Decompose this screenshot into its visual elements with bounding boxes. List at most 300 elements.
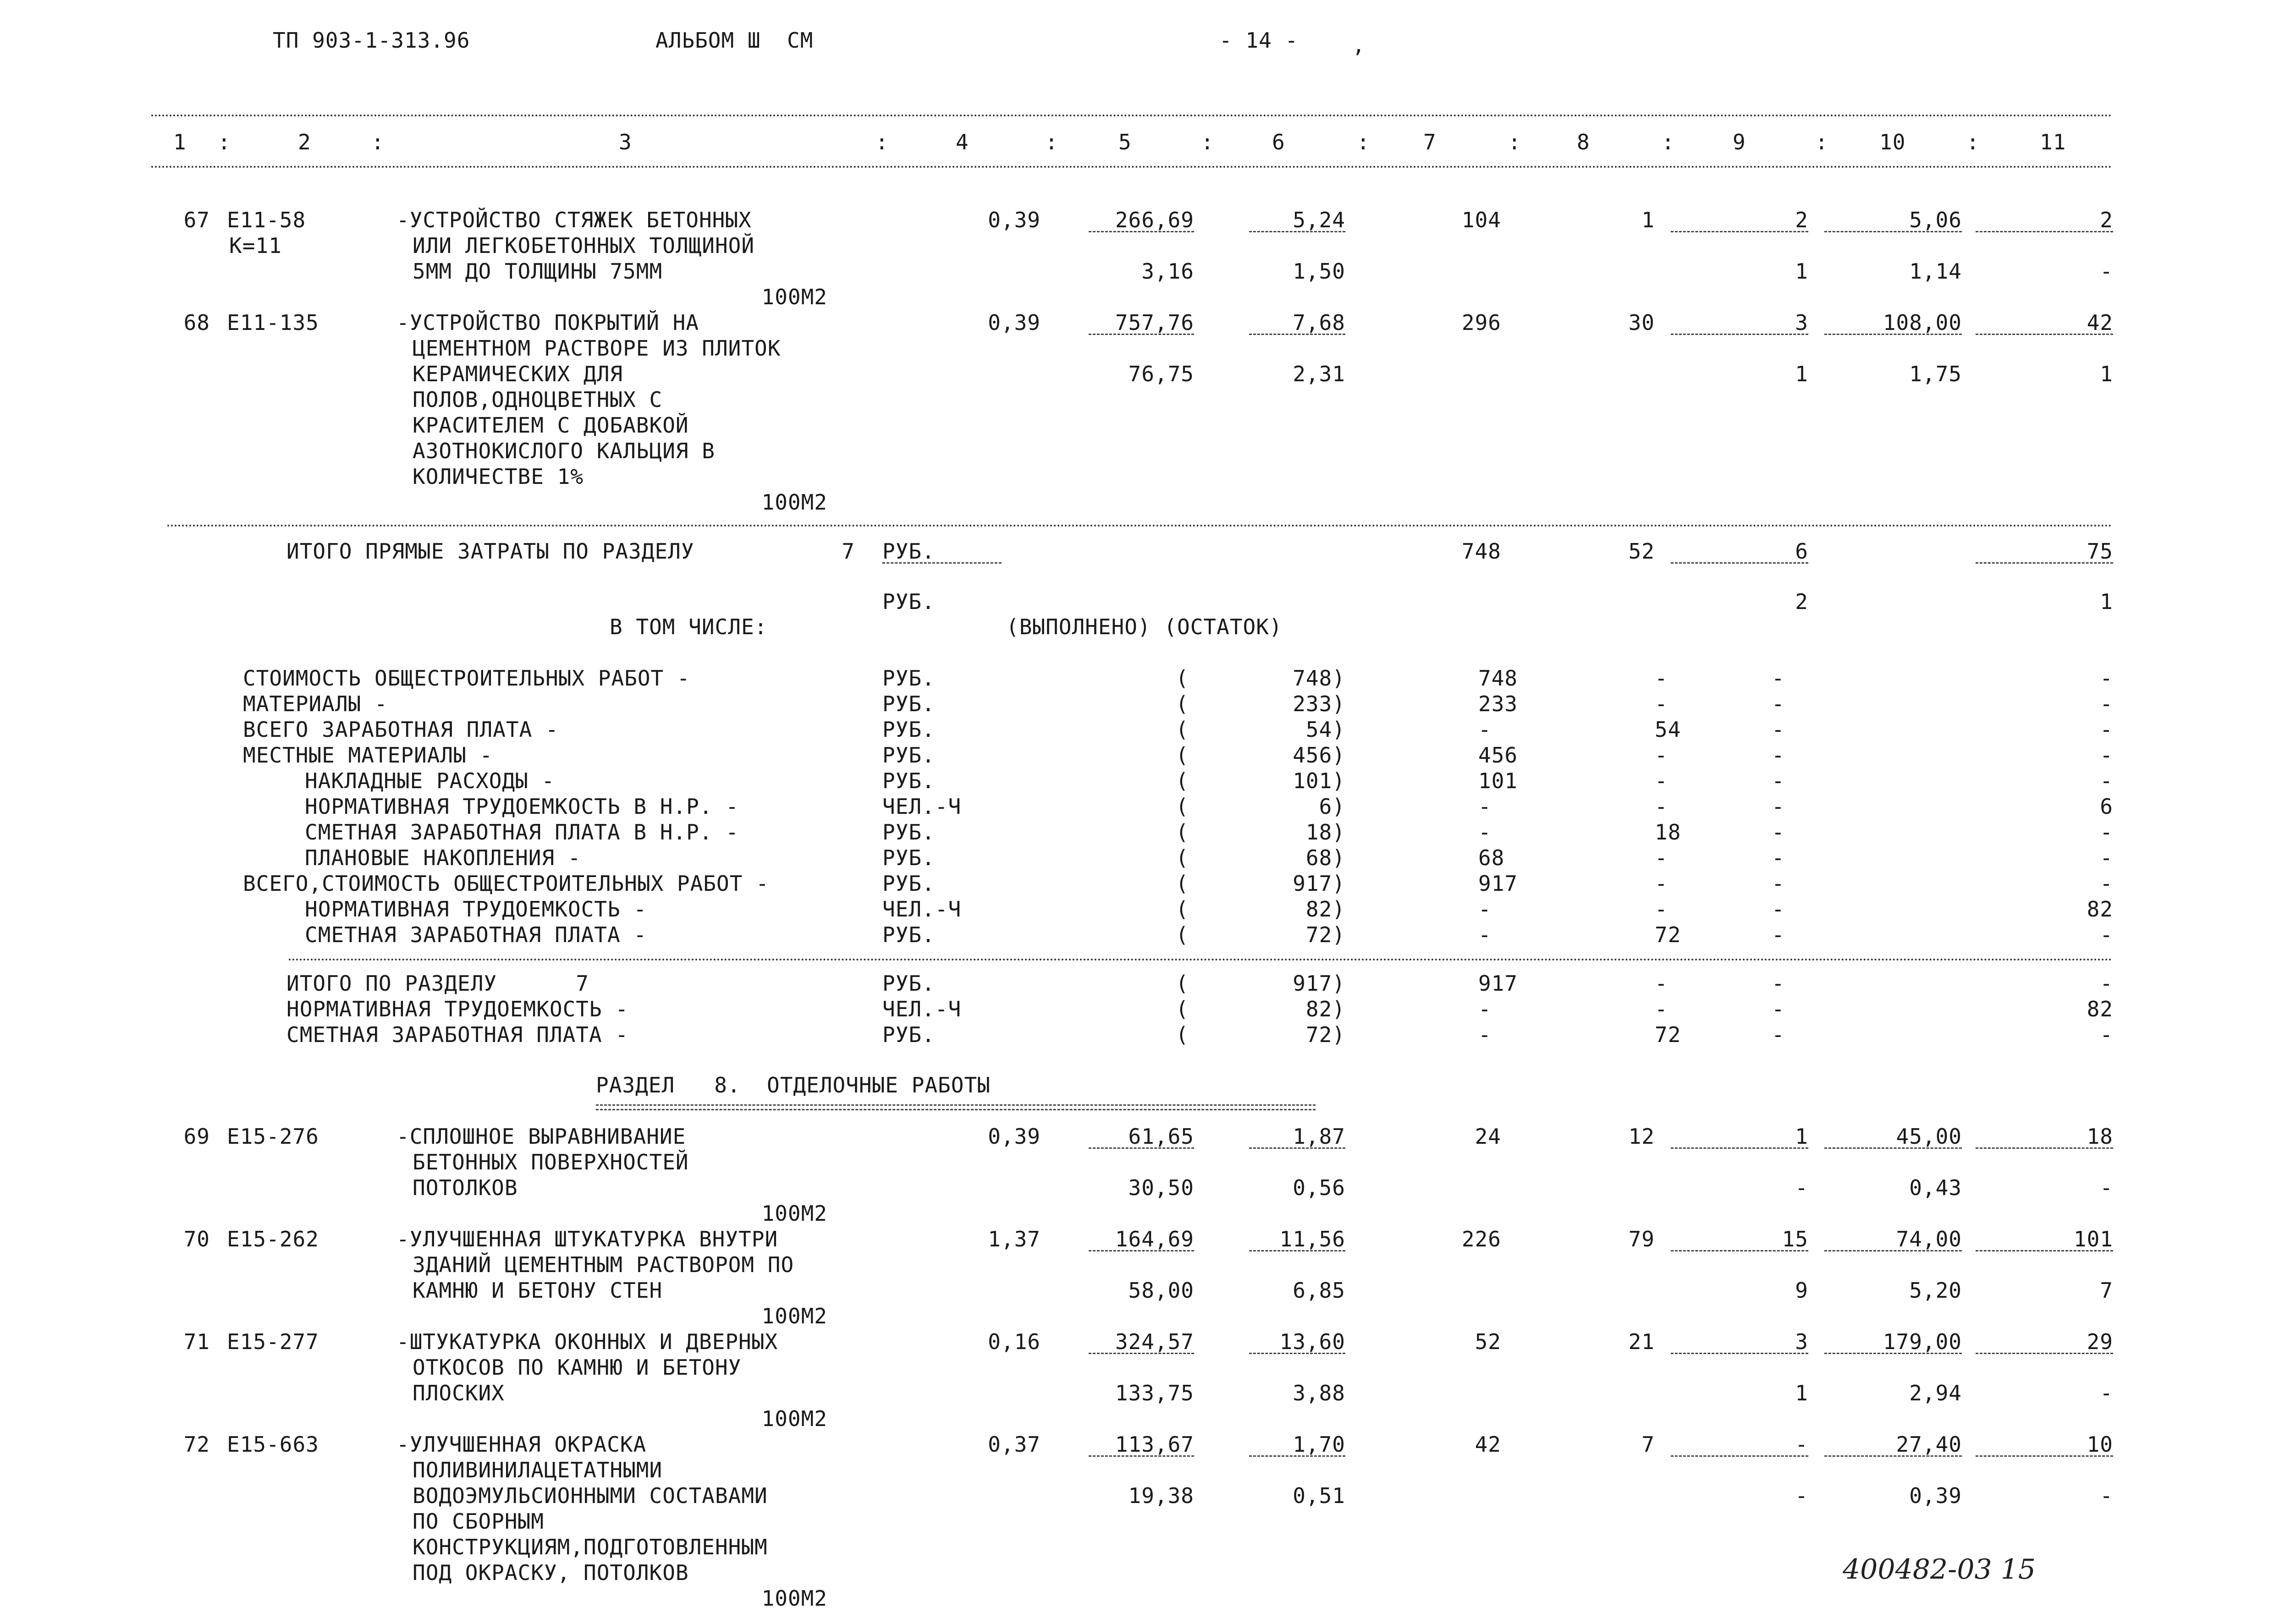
column-separator: : [1508,130,1521,154]
breakdown-c7: 748 [1478,666,1518,691]
breakdown-c11: - [2100,768,2113,793]
breakdown-label: СТОИМОСТЬ ОБЩЕСТРОИТЕЛЬНЫХ РАБОТ - [243,666,690,691]
item-description-line: ПОТОЛКОВ [413,1175,518,1200]
header-mark: , [1352,33,1366,57]
item-c5b: 19,38 [1128,1483,1194,1508]
item-c7: 226 [1461,1227,1501,1251]
item-c5b: 58,00 [1128,1278,1194,1303]
open-paren: ( [1176,845,1189,870]
breakdown-c8: - [1655,897,1668,922]
item-number: 70 [183,1227,210,1251]
breakdown-c9: - [1772,743,1785,768]
item-number: 68 [183,310,210,335]
breakdown-unit: РУБ. [882,666,935,691]
open-paren: ( [1176,768,1189,793]
item-code: Е15-277 [227,1329,319,1354]
breakdown-label: МАТЕРИАЛЫ - [243,691,388,716]
breakdown-value: 54) [1305,717,1345,742]
item-description-line: ПЛОСКИХ [413,1381,505,1405]
item-c6b: 2,31 [1293,362,1345,386]
open-paren: ( [1176,997,1189,1021]
item-unit: 100М2 [761,490,827,515]
item-c10b: 1,75 [1909,362,1962,386]
doc-code: ТП 903-1-313.96 [273,28,470,53]
value-underline [1671,1250,1808,1251]
item-c10b: 5,20 [1909,1278,1962,1303]
item-description-line: ОТКОСОВ ПО КАМНЮ И БЕТОНУ [413,1355,742,1380]
item-description-line: КОНСТРУКЦИЯМ,ПОДГОТОВЛЕННЫМ [413,1535,768,1559]
total-direct-unit-2: РУБ. [882,589,935,614]
section-total-c9: - [1772,1022,1785,1047]
item-description-line: -СПЛОШНОЕ ВЫРАВНИВАНИЕ [396,1124,686,1149]
breakdown-unit: РУБ. [882,871,935,896]
item-c6: 5,24 [1293,208,1345,232]
album-label: АЛЬБОМ Ш СМ [655,28,814,53]
item-c9b: 9 [1795,1278,1808,1303]
breakdown-label: ВСЕГО,СТОИМОСТЬ ОБЩЕСТРОИТЕЛЬНЫХ РАБОТ - [243,871,769,896]
breakdown-value: 748) [1293,666,1345,691]
value-underline [882,562,1002,564]
item-c10: 74,00 [1896,1227,1962,1251]
value-underline [1824,1250,1962,1251]
breakdown-unit: РУБ. [882,691,935,716]
item-c11b: 1 [2100,362,2113,386]
item-c9: 15 [1782,1227,1808,1251]
breakdown-c11: - [2100,717,2113,742]
breakdown-c7: - [1478,794,1492,819]
breakdown-unit: РУБ. [882,820,935,845]
breakdown-c7: 101 [1478,768,1518,793]
breakdown-c7: 456 [1478,743,1518,768]
value-underline [1249,334,1345,335]
item-c11: 2 [2100,208,2113,232]
item-c4: 0,39 [988,1124,1041,1149]
item-number: 72 [183,1432,210,1457]
item-c7: 52 [1475,1329,1501,1354]
value-underline [1089,1250,1194,1251]
item-c6b: 0,56 [1293,1175,1345,1200]
breakdown-c11: 82 [2087,897,2113,922]
section-total-label: ИТОГО ПО РАЗДЕЛУ 7 [286,971,589,996]
section-total-value: 82) [1305,997,1345,1021]
breakdown-c9: - [1772,845,1785,870]
breakdown-c11: - [2100,820,2113,845]
breakdown-value: 72) [1305,922,1345,947]
item-unit: 100М2 [761,285,827,309]
item-c4: 0,39 [988,208,1041,232]
breakdown-c9: - [1772,691,1785,716]
item-description-line: -УСТРОЙСТВО ПОКРЫТИЙ НА [396,310,699,335]
breakdown-c8: - [1655,743,1668,768]
value-underline [1976,1147,2113,1149]
item-c5: 164,69 [1115,1227,1194,1251]
value-underline [1089,1147,1194,1149]
value-underline [1249,1250,1345,1251]
breakdown-unit: РУБ. [882,768,935,793]
column-header-8: 8 [1577,130,1590,154]
column-header-6: 6 [1272,130,1285,154]
item-c6: 1,70 [1293,1432,1345,1457]
total-direct-c9: 6 [1795,539,1808,564]
item-c11b: - [2100,259,2113,284]
item-c10: 5,06 [1909,208,1962,232]
breakdown-c8: - [1655,666,1668,691]
breakdown-c7: 68 [1478,845,1505,870]
value-underline [1824,1455,1962,1457]
breakdown-c8: - [1655,691,1668,716]
item-c11: 42 [2087,310,2113,335]
section-total-c8: - [1655,997,1668,1021]
section-total-c7: 917 [1478,971,1518,996]
item-description-line: ИЛИ ЛЕГКОБЕТОННЫХ ТОЛЩИНОЙ [413,233,755,258]
handwritten-note: 400482-03 15 [1843,1553,2036,1586]
breakdown-c9: - [1772,820,1785,845]
column-separator: : [371,130,385,154]
section-total-c9: - [1772,997,1785,1021]
open-paren: ( [1176,794,1189,819]
breakdown-c9: - [1772,897,1785,922]
page-number: - 14 - [1219,28,1299,53]
breakdown-c8: - [1655,794,1668,819]
item-c7: 104 [1461,208,1501,232]
breakdown-c9: - [1772,768,1785,793]
item-description-line: ПОЛОВ,ОДНОЦВЕТНЫХ С [413,387,663,412]
value-underline [1976,1353,2113,1354]
item-c10b: 0,39 [1909,1483,1962,1508]
column-separator: : [218,130,231,154]
breakdown-c9: - [1772,717,1785,742]
item-c4: 0,16 [988,1329,1041,1354]
section-total-label: СМЕТНАЯ ЗАРАБОТНАЯ ПЛАТА - [286,1022,629,1047]
breakdown-unit: ЧЕЛ.-Ч [882,897,962,922]
breakdown-c11: - [2100,845,2113,870]
open-paren: ( [1176,922,1189,947]
item-description-line: КАМНЮ И БЕТОНУ СТЕН [413,1278,663,1303]
value-underline [1089,1455,1194,1457]
item-c4: 0,37 [988,1432,1041,1457]
breakdown-unit: РУБ. [882,717,935,742]
breakdown-value: 917) [1293,871,1345,896]
item-c8: 30 [1628,310,1655,335]
breakdown-c8: - [1655,768,1668,793]
item-c10: 179,00 [1883,1329,1962,1354]
item-c9: 3 [1795,1329,1808,1354]
section-total-c11: - [2100,1022,2113,1047]
item-c10: 45,00 [1896,1124,1962,1149]
item-c11: 101 [2073,1227,2113,1251]
column-separator: : [1045,130,1058,154]
item-c10: 27,40 [1896,1432,1962,1457]
section-rule [167,525,2113,527]
heading-underline [596,1104,1316,1106]
breakdown-c8: 72 [1655,922,1681,947]
breakdown-c7: - [1478,717,1492,742]
item-c11b: 7 [2100,1278,2113,1303]
item-description-line: -УЛУЧШЕННАЯ ОКРАСКА [396,1432,647,1457]
breakdown-label: ПЛАНОВЫЕ НАКОПЛЕНИЯ - [305,845,581,870]
item-number: 67 [183,208,210,232]
value-underline [1824,1353,1962,1354]
item-c8: 79 [1628,1227,1655,1251]
section-total-c8: - [1655,971,1668,996]
section-total-unit: ЧЕЛ.-Ч [882,997,962,1021]
value-underline [1976,334,2113,335]
total-direct-c8: 52 [1628,539,1655,564]
breakdown-unit: РУБ. [882,922,935,947]
value-underline [1824,1147,1962,1149]
value-underline [1671,1455,1808,1457]
section-total-c9: - [1772,971,1785,996]
item-c5: 757,76 [1115,310,1194,335]
breakdown-c7: - [1478,922,1492,947]
item-code: Е15-663 [227,1432,319,1457]
value-underline [1976,562,2113,564]
item-code: Е15-276 [227,1124,319,1149]
open-paren: ( [1176,971,1189,996]
breakdown-c11: - [2100,922,2113,947]
breakdown-c9: - [1772,922,1785,947]
breakdown-c11: - [2100,871,2113,896]
open-paren: ( [1176,717,1189,742]
value-underline [1249,231,1345,232]
section-total-c8: 72 [1655,1022,1681,1047]
value-underline [1976,1250,2113,1251]
breakdown-value: 6) [1319,794,1345,819]
heading-underline [596,1109,1316,1110]
breakdown-value: 233) [1293,691,1345,716]
item-c7: 24 [1475,1124,1501,1149]
breakdown-c9: - [1772,871,1785,896]
value-underline [1671,334,1808,335]
item-code: Е15-262 [227,1227,319,1251]
item-c10b: 2,94 [1909,1381,1962,1405]
item-description-line: КРАСИТЕЛЕМ С ДОБАВКОЙ [413,413,689,438]
column-header-7: 7 [1423,130,1437,154]
section-total-value: 917) [1293,971,1345,996]
value-underline [1249,1147,1345,1149]
breakdown-c8: 18 [1655,820,1681,845]
item-c6b: 1,50 [1293,259,1345,284]
breakdown-c7: 917 [1478,871,1518,896]
item-c11: 29 [2087,1329,2113,1354]
table-top-rule [151,115,2113,116]
item-c11b: - [2100,1175,2113,1200]
item-c5: 113,67 [1115,1432,1194,1457]
value-underline [1976,231,2113,232]
breakdown-c7: 233 [1478,691,1518,716]
item-c5: 266,69 [1115,208,1194,232]
breakdown-value: 101) [1293,768,1345,793]
breakdown-label: НОРМАТИВНАЯ ТРУДОЕМКОСТЬ - [305,897,647,922]
item-unit: 100М2 [761,1586,827,1611]
breakdown-unit: РУБ. [882,845,935,870]
item-c5: 324,57 [1115,1329,1194,1354]
item-number: 71 [183,1329,210,1354]
total-direct-label: ИТОГО ПРЯМЫЕ ЗАТРАТЫ ПО РАЗДЕЛУ [286,539,694,564]
item-number: 69 [183,1124,210,1149]
column-separator: : [1662,130,1675,154]
section-rule [289,959,2113,960]
total-direct-c11b: 1 [2100,589,2113,614]
column-header-10: 10 [1879,130,1906,154]
item-description-line: БЕТОННЫХ ПОВЕРХНОСТЕЙ [413,1150,689,1174]
breakdown-value: 82) [1305,897,1345,922]
item-c6: 1,87 [1293,1124,1345,1149]
column-separator: : [1357,130,1370,154]
item-c9b: 1 [1795,1381,1808,1405]
item-unit: 100М2 [761,1406,827,1431]
item-c6: 11,56 [1279,1227,1345,1251]
item-c4: 1,37 [988,1227,1041,1251]
breakdown-c8: 54 [1655,717,1681,742]
value-underline [1824,334,1962,335]
breakdown-label: СМЕТНАЯ ЗАРАБОТНАЯ ПЛАТА В Н.Р. - [305,820,739,845]
section-8-heading: РАЗДЕЛ 8. ОТДЕЛОЧНЫЕ РАБОТЫ [596,1073,991,1097]
item-c9b: - [1795,1483,1808,1508]
total-direct-c9b: 2 [1795,589,1808,614]
value-underline [1249,1455,1345,1457]
section-total-c7: - [1478,1022,1492,1047]
breakdown-value: 18) [1305,820,1345,845]
section-total-c11: 82 [2087,997,2113,1021]
item-c9: - [1795,1432,1808,1457]
column-header-3: 3 [619,130,632,154]
total-direct-unit: РУБ. [882,539,935,564]
item-c8: 7 [1641,1432,1655,1457]
breakdown-c8: - [1655,871,1668,896]
column-separator: : [1201,130,1214,154]
item-description-line: -ШТУКАТУРКА ОКОННЫХ И ДВЕРНЫХ [396,1329,778,1354]
item-c11: 10 [2087,1432,2113,1457]
item-c7: 42 [1475,1432,1501,1457]
section-total-c11: - [2100,971,2113,996]
column-separator: : [875,130,889,154]
breakdown-c11: 6 [2100,794,2113,819]
breakdown-c11: - [2100,666,2113,691]
open-paren: ( [1176,691,1189,716]
item-c10b: 1,14 [1909,259,1962,284]
breakdown-value: 456) [1293,743,1345,768]
total-direct-section: 7 [842,539,855,564]
item-c9b: 1 [1795,259,1808,284]
breakdown-c7: - [1478,820,1492,845]
item-c7: 296 [1461,310,1501,335]
breakdown-unit: ЧЕЛ.-Ч [882,794,962,819]
item-c4: 0,39 [988,310,1041,335]
item-description-line: КЕРАМИЧЕСКИХ ДЛЯ [413,362,623,386]
item-c11: 18 [2087,1124,2113,1149]
breakdown-label: ВСЕГО ЗАРАБОТНАЯ ПЛАТА - [243,717,559,742]
item-c5b: 76,75 [1128,362,1194,386]
section-total-c7: - [1478,997,1492,1021]
value-underline [1976,1455,2113,1457]
item-c5b: 3,16 [1141,259,1194,284]
breakdown-c11: - [2100,691,2113,716]
item-c5: 61,65 [1128,1124,1194,1149]
item-c11b: - [2100,1483,2113,1508]
breakdown-c9: - [1772,666,1785,691]
breakdown-c7: - [1478,897,1492,922]
item-c8: 12 [1628,1124,1655,1149]
open-paren: ( [1176,871,1189,896]
item-unit: 100М2 [761,1304,827,1328]
item-coefficient: К=11 [229,233,282,258]
open-paren: ( [1176,820,1189,845]
column-header-9: 9 [1733,130,1746,154]
item-description-line: ЗДАНИЙ ЦЕМЕНТНЫМ РАСТВОРОМ ПО [413,1252,794,1277]
section-total-unit: РУБ. [882,1022,935,1047]
item-c10: 108,00 [1883,310,1962,335]
item-c8: 21 [1628,1329,1655,1354]
item-c8: 1 [1641,208,1655,232]
item-c6: 13,60 [1279,1329,1345,1354]
item-description-line: -УЛУЧШЕННАЯ ШТУКАТУРКА ВНУТРИ [396,1227,778,1251]
item-description-line: -УСТРОЙСТВО СТЯЖЕК БЕТОННЫХ [396,208,752,232]
item-c10b: 0,43 [1909,1175,1962,1200]
open-paren: ( [1176,666,1189,691]
breakdown-label: МЕСТНЫЕ МАТЕРИАЛЫ - [243,743,493,768]
item-c9b: - [1795,1175,1808,1200]
value-underline [1249,1353,1345,1354]
column-separator: : [1966,130,1980,154]
breakdown-c11: - [2100,743,2113,768]
value-underline [1089,1353,1194,1354]
breakdown-label: СМЕТНАЯ ЗАРАБОТНАЯ ПЛАТА - [305,922,647,947]
column-separator: : [1815,130,1828,154]
item-c6b: 0,51 [1293,1483,1345,1508]
item-c6: 7,68 [1293,310,1345,335]
value-underline [1824,231,1962,232]
column-header-5: 5 [1118,130,1132,154]
total-direct-c11: 75 [2087,539,2113,564]
item-c5b: 30,50 [1128,1175,1194,1200]
section-total-unit: РУБ. [882,971,935,996]
item-code: Е11-135 [227,310,319,335]
item-c9: 3 [1795,310,1808,335]
value-underline [1671,562,1808,564]
value-underline [1089,334,1194,335]
section-total-label: НОРМАТИВНАЯ ТРУДОЕМКОСТЬ - [286,997,629,1021]
value-underline [1089,231,1194,232]
open-paren: ( [1176,897,1189,922]
breakdown-label: НОРМАТИВНАЯ ТРУДОЕМКОСТЬ В Н.Р. - [305,794,739,819]
breakdown-unit: РУБ. [882,743,935,768]
item-c11b: - [2100,1381,2113,1405]
item-c9: 1 [1795,1124,1808,1149]
including-label: В ТОМ ЧИСЛЕ: [610,614,768,639]
total-direct-c7: 748 [1461,539,1501,564]
value-underline [1671,1147,1808,1149]
item-description-line: АЗОТНОКИСЛОГО КАЛЬЦИЯ В [413,439,715,463]
item-c6b: 3,88 [1293,1381,1345,1405]
item-c5b: 133,75 [1115,1381,1194,1405]
done-remaining-label: (ВЫПОЛНЕНО) (ОСТАТОК) [1006,614,1283,639]
column-header-1: 1 [173,130,187,154]
item-code: Е11-58 [227,208,306,232]
column-header-11: 11 [2040,130,2066,154]
column-header-rule [151,166,2113,168]
item-unit: 100М2 [761,1201,827,1226]
item-description-line: ПОЛИВИНИЛАЦЕТАТНЫМИ [413,1458,663,1482]
breakdown-value: 68) [1305,845,1345,870]
value-underline [1671,231,1808,232]
breakdown-c9: - [1772,794,1785,819]
value-underline [1671,1353,1808,1354]
column-header-4: 4 [956,130,969,154]
item-c9b: 1 [1795,362,1808,386]
breakdown-c8: - [1655,845,1668,870]
item-c6b: 6,85 [1293,1278,1345,1303]
